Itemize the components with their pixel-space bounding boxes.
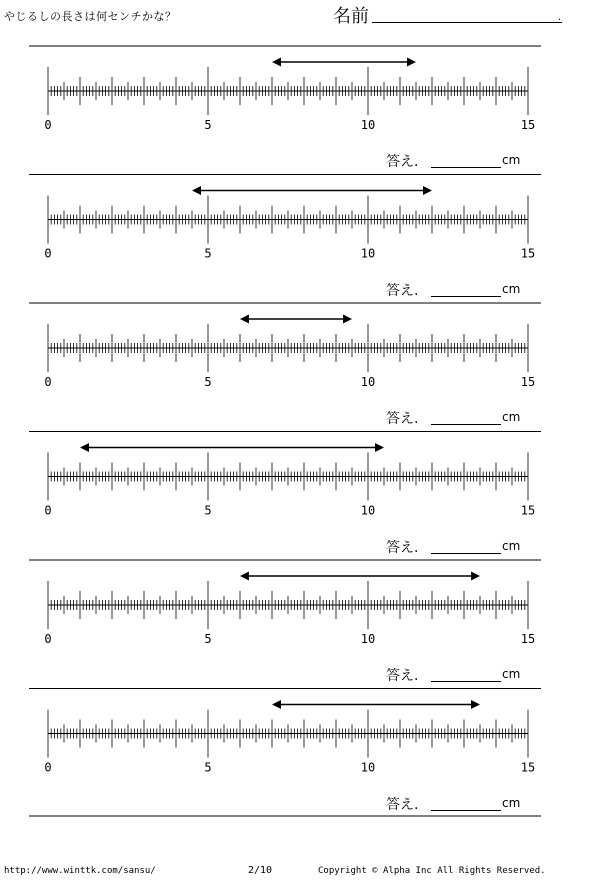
answer-unit: cm [502,538,521,553]
arrow-head-left [272,700,281,709]
answer-row [386,408,526,428]
ruler-tick-label: 10 [360,503,376,518]
answer-unit: cm [502,795,521,810]
ruler-tick-label: 5 [204,632,212,646]
answer-row [386,537,526,557]
footer-url: http://www.winttk.com/sansu/ [4,866,156,876]
ruler-tick-label: 10 [360,246,376,261]
ruler-tick-label: 15 [520,503,536,518]
arrow-head-left [80,443,89,452]
answer-unit: cm [502,667,521,681]
answer-unit: cm [502,153,521,167]
arrow-head-right [471,700,480,709]
arrow-head-left [240,315,249,324]
answer-blank[interactable] [431,681,501,682]
name-label: 名前 [333,6,369,27]
ruler-tick-label: 10 [360,375,376,389]
answer-row [386,280,526,300]
answer-label: 答え. [386,282,419,299]
answer-label: 答え. [386,668,419,684]
name-suffix: . [558,12,562,23]
answer-label: 答え. [386,154,419,170]
arrow-head-right [343,315,352,324]
answer-row [386,794,526,814]
arrow-head-right [423,186,432,195]
ruler-tick-label: 15 [520,760,536,775]
arrow-head-right [407,58,416,67]
answer-row [386,665,526,685]
answer-unit: cm [502,281,521,296]
ruler-tick-label: 10 [360,760,376,775]
ruler-tick-label: 5 [204,118,212,132]
answer-blank[interactable] [431,167,501,168]
copyright-text: Copyright © Alpha Inc All Rights Reserved. [318,866,546,876]
ruler-tick-label: 0 [44,503,52,518]
ruler-tick-label: 5 [204,375,212,389]
arrow-head-right [375,443,384,452]
answer-blank[interactable] [431,296,501,297]
ruler-tick-label: 5 [204,760,212,775]
answer-label: 答え. [386,796,419,813]
arrow-head-left [272,58,281,67]
ruler-tick-label: 15 [520,118,536,132]
answer-label: 答え. [386,411,419,427]
arrow-head-left [192,186,201,195]
arrow-head-right [471,572,480,581]
ruler-tick-label: 0 [44,760,52,775]
ruler-tick-label: 10 [360,632,376,646]
answer-unit: cm [502,410,521,424]
ruler-tick-label: 10 [360,118,376,132]
ruler-tick-label: 5 [204,503,212,518]
answer-blank[interactable] [431,810,501,811]
ruler-tick-label: 0 [44,246,52,261]
page-number: 2/10 [248,865,273,876]
answer-label: 答え. [386,539,419,556]
ruler-tick-label: 0 [44,632,52,646]
ruler-tick-label: 15 [520,375,536,389]
answer-blank[interactable] [431,553,501,554]
ruler-tick-label: 15 [520,246,536,261]
ruler-tick-label: 15 [520,632,536,646]
answer-row [386,151,526,171]
answer-blank[interactable] [431,424,501,425]
instruction-text: やじるしの長さは何センチかな？ [4,10,177,23]
ruler-tick-label: 0 [44,118,52,132]
arrow-head-left [240,572,249,581]
ruler-tick-label: 5 [204,246,212,261]
ruler-tick-label: 0 [44,375,52,389]
